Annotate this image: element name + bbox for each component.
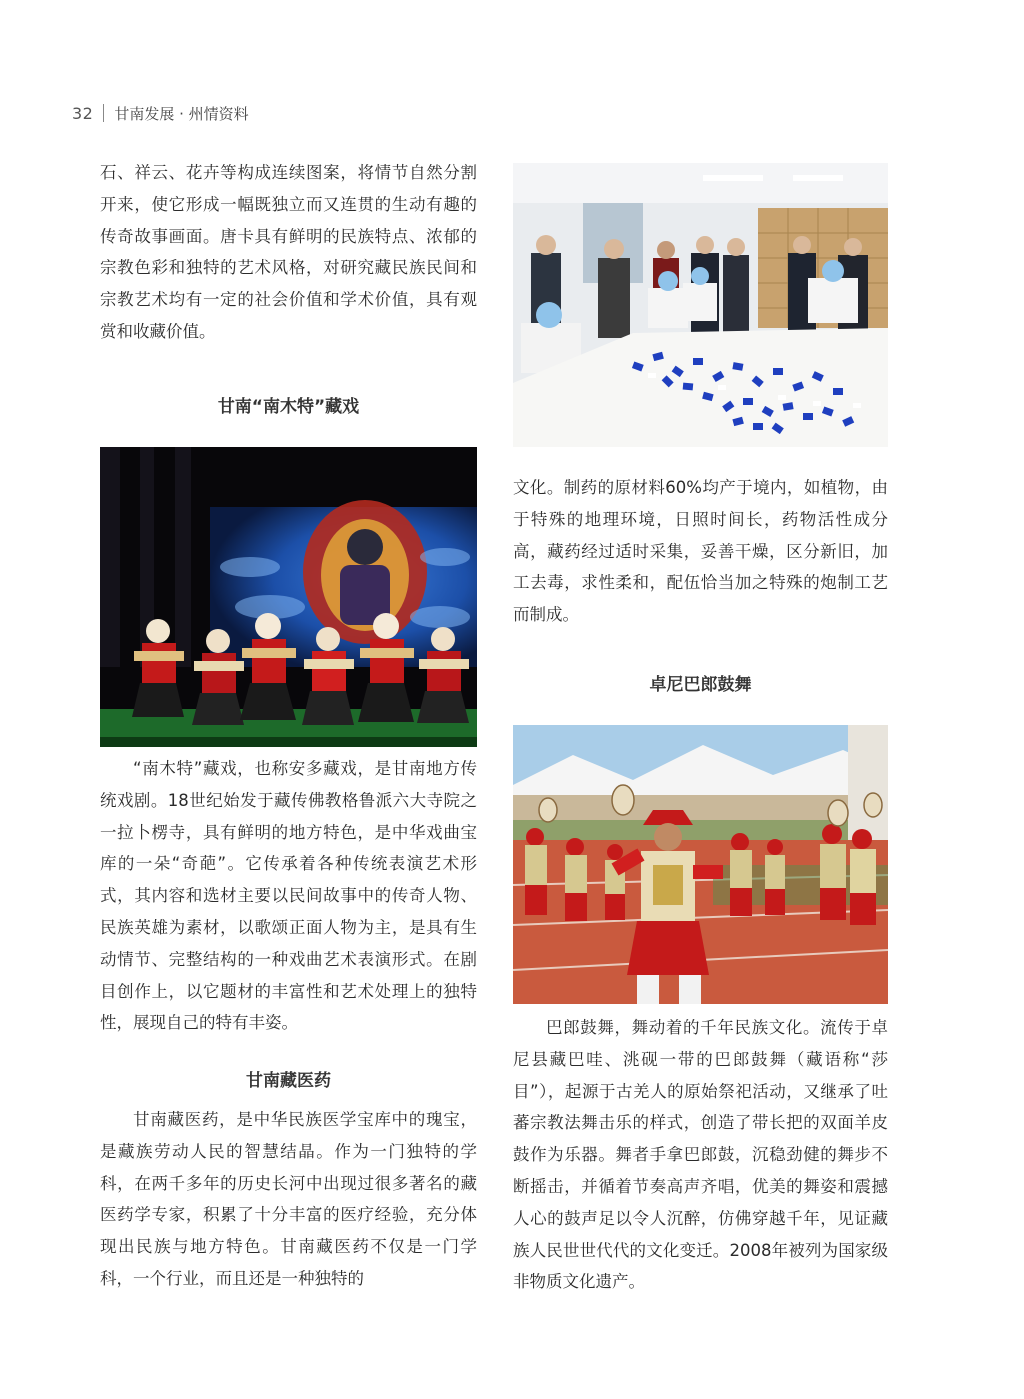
section-heading-namute: 甘南“南木特”藏戏: [217, 397, 360, 417]
header-divider: [103, 104, 104, 122]
section-heading-drum-dance: 卓尼巴郎鼓舞: [649, 675, 752, 695]
intro-paragraph: 石、祥云、花卉等构成连续图案，将情节自然分割开来，使它形成一幅既独立而又连贯的生动有趣的传奇故事画面。唐卡具有鲜明的民族特点、浓郁的宗教色彩和独特的艺术风格，对研究藏民族民间和宗教艺术均有一定的社会价值和学术价值，具有观赏和收藏价值。: [100, 163, 477, 341]
page-header: [72, 100, 249, 126]
drum-dance-paragraph: 巴郎鼓舞，舞动着的千年民族文化。流传于卓尼县藏巴哇、洮砚一带的巴郎鼓舞（藏语称“莎目”），起源于古羌人的原始祭祀活动，又继承了吐蕃宗教法舞击乐的样式，创造了带长把的双面羊皮鼓作为乐器。舞者手拿巴郎鼓，沉稳劲健的舞步不断摇击，并循着节奏高声齐唱，优美的舞姿和震撼人心的鼓声足以令人沉醉，仿佛穿越千年，见证藏族人民世世代代的文化变迁。2008年被列为国家级非物质文化遗产。: [513, 1018, 888, 1292]
medicine-paragraph: 甘南藏医药，是中华民族医学宝库中的瑰宝，是藏族劳动人民的智慧结晶。作为一门独特的学科，在两千多年的历史长河中出现过很多著名的藏医药学专家，积累了十分丰富的医疗经验，充分体现出民族与地方特色。甘南藏医药不仅是一门学科，一个行业，而且还是一种独特的: [100, 1110, 477, 1288]
tibetan-medicine-lab-photo: [513, 163, 888, 447]
tibetan-opera-photo: [100, 447, 477, 747]
balang-drum-dance-photo: [513, 725, 888, 1004]
namute-paragraph: “南木特”藏戏，也称安多藏戏，是甘南地方传统戏剧。18世纪始发于藏传佛教格鲁派六大寺院之一拉卜楞寺，具有鲜明的地方特色，是中华戏曲宝库的一朵“奇葩”。它传承着各种传统表演艺术形式，其内容和选材主要以民间故事中的传奇人物、民族英雄为素材，以歌颂正面人物为主，是具有生动情节、完整结构的一种戏曲艺术表演形式。在剧目创作上，以它题材的丰富性和艺术处理上的独特性，展现自己的特有丰姿。: [100, 759, 477, 1033]
publication-title: 甘南发展 · 州情资料: [114, 104, 249, 123]
medicine-continued-paragraph: 文化。制药的原材料60%均产于境内，如植物，由于特殊的地理环境，日照时间长，药物活性成分高，藏药经过适时采集，妥善干燥，区分新旧，加工去毒，求性柔和，配伍恰当加之特殊的炮制工艺而制成。: [513, 478, 888, 625]
section-heading-medicine: 甘南藏医药: [246, 1071, 331, 1091]
page-number: 32: [72, 103, 94, 123]
